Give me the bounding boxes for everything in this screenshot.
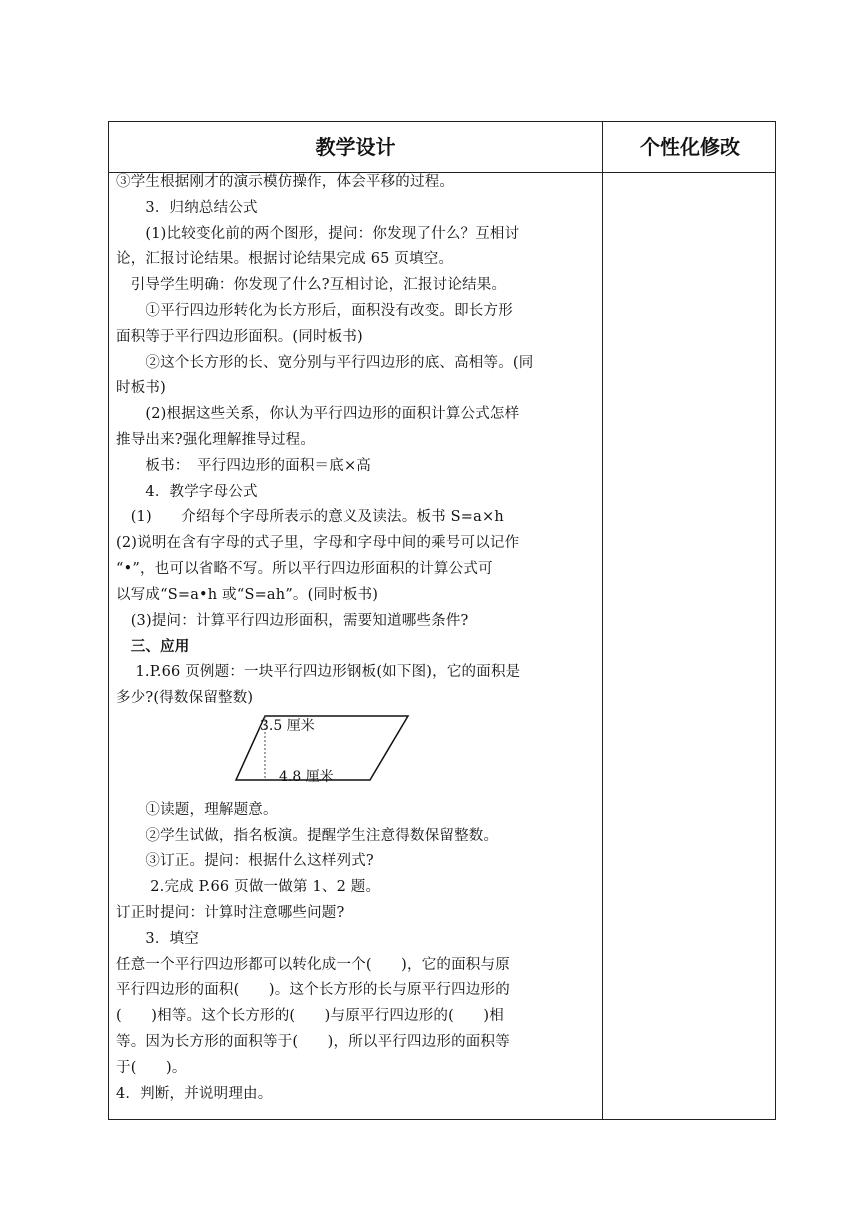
- text-line: 3．填空: [116, 930, 199, 947]
- text-line: 时板书): [116, 380, 166, 397]
- text-line: 3．归纳总结公式: [116, 199, 258, 216]
- text-line: 板书： 平行四边形的面积＝底×高: [116, 457, 371, 474]
- text-line: (1)比较变化前的两个图形，提问：你发现了什么？互相讨: [116, 225, 520, 242]
- text-line: ③学生根据刚才的演示模仿操作，体会平移的过程。: [116, 174, 455, 190]
- base-label: 4.8 厘米: [279, 768, 334, 785]
- text-line: 平行四边形的面积( )。这个长方形的长与原平行四边形的: [116, 982, 510, 999]
- text-line: ②这个长方形的长、宽分别与平行四边形的底、高相等。(同: [116, 354, 534, 371]
- text-line: (2)说明在含有字母的式子里，字母和字母中间的乘号可以记作: [116, 535, 520, 552]
- text-line: “•”，也可以省略不写。所以平行四边形面积的计算公式可: [116, 560, 493, 577]
- parallelogram-diagram: [116, 712, 596, 798]
- content-block-a: [116, 170, 596, 634]
- text-line: 2.完成 P.66 页做一做第 1、2 题。: [116, 879, 381, 896]
- parallelogram-figure: [116, 712, 596, 798]
- text-line: ②学生试做，指名板演。提醒学生注意得数保留整数。: [116, 827, 499, 844]
- text-line: 推导出来?强化理解推导过程。: [116, 431, 316, 448]
- text-line: 论，汇报讨论结果。根据讨论结果完成 65 页填空。: [116, 251, 454, 268]
- text-line: 订正时提问：计算时注意哪些问题?: [116, 904, 345, 921]
- header-personal-edits: 个性化修改: [640, 135, 740, 159]
- text-line: 引导学生明确：你发现了什么?互相讨论，汇报讨论结果。: [116, 277, 507, 294]
- text-line: 4．判断，并说明理由。: [116, 1085, 273, 1102]
- column-divider: [602, 122, 603, 1119]
- text-line: 4．教学字母公式: [116, 483, 258, 500]
- text-line: (2)根据这些关系，你认为平行四边形的面积计算公式怎样: [116, 406, 520, 423]
- text-line: ( )相等。这个长方形的( )与原平行四边形的( )相: [116, 1008, 504, 1025]
- text-line: (1) 介绍每个字母所表示的意义及读法。板书 S=a×h: [116, 509, 504, 526]
- text-line: 多少?(得数保留整数): [116, 689, 254, 706]
- text-line: ③订正。提问：根据什么这样列式?: [116, 853, 374, 870]
- text-line: (3)提问：计算平行四边形面积，需要知道哪些条件?: [116, 612, 469, 629]
- text-line: 面积等于平行四边形面积。(同时板书): [116, 328, 363, 345]
- text-line: ①平行四边形转化为长方形后，面积没有改变。即长方形: [116, 302, 513, 319]
- text-line: 1.P.66 页例题：一块平行四边形钢板(如下图)，它的面积是: [116, 664, 521, 681]
- text-line: 以写成“S=a•h 或“S=ah”。(同时板书): [116, 586, 379, 603]
- text-line: 等。因为长方形的面积等于( )，所以平行四边形的面积等: [116, 1033, 510, 1050]
- height-label: 3.5 厘米: [260, 717, 315, 734]
- teaching-content: [116, 170, 596, 1107]
- content-block-b: [116, 660, 596, 712]
- text-line: 于( )。: [116, 1059, 187, 1076]
- text-line: 任意一个平行四边形都可以转化成一个( )，它的面积与原: [116, 956, 510, 973]
- header-teaching-design: 教学设计: [315, 135, 396, 159]
- section-title-application: 三、应用: [116, 638, 190, 656]
- text-line: ①读题，理解题意。: [116, 801, 278, 818]
- content-block-c: [116, 798, 596, 1108]
